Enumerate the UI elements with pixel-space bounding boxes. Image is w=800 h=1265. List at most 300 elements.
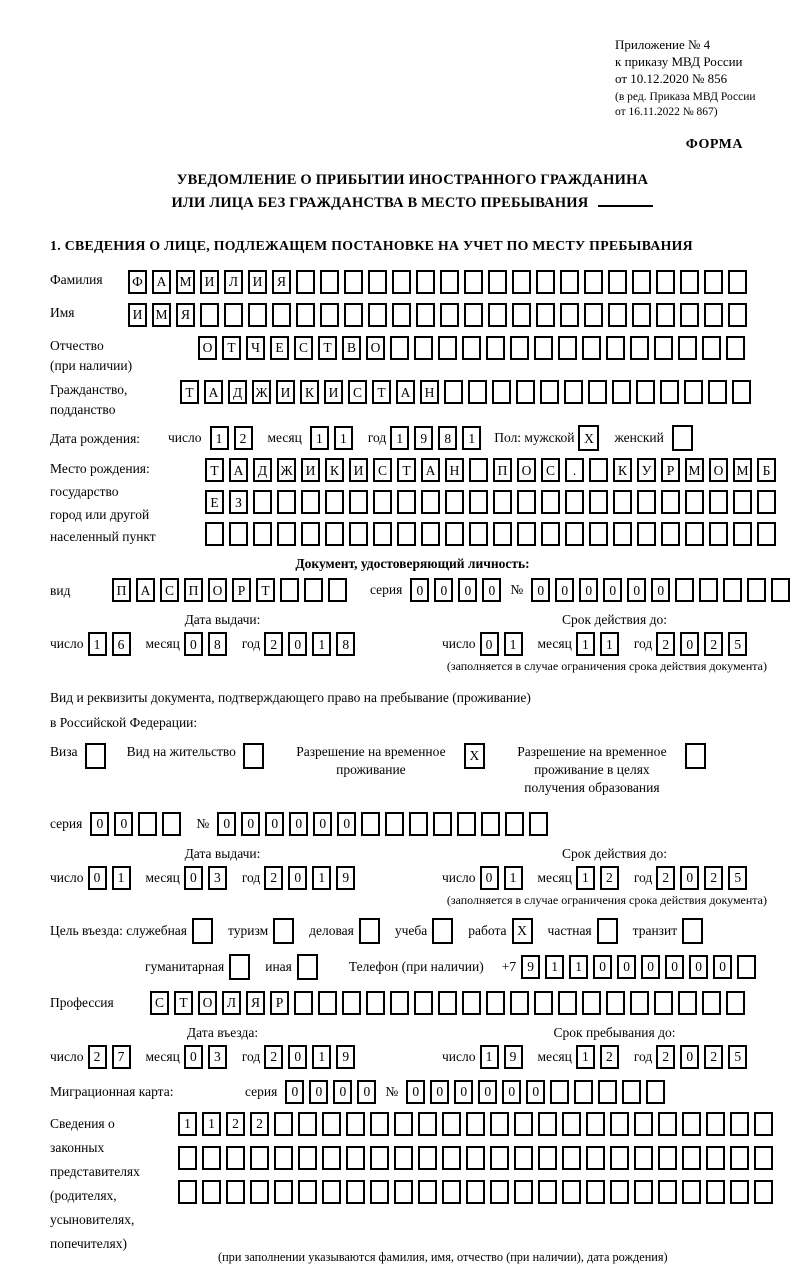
birth-place-row3-boxes-cell[interactable]	[685, 522, 704, 546]
legal-reps-row3-boxes-cell[interactable]	[322, 1180, 341, 1204]
legal-reps-row3-boxes-cell[interactable]	[610, 1180, 629, 1204]
profession-boxes-cell[interactable]	[390, 991, 409, 1015]
entry-month-boxes-cell[interactable]: 0	[184, 1045, 203, 1069]
birth-place-row3-boxes-cell[interactable]	[445, 522, 464, 546]
legal-reps-row2-boxes-cell[interactable]	[394, 1146, 413, 1170]
legal-reps-row1-boxes-cell[interactable]	[610, 1112, 629, 1136]
residence-issue-month-boxes-cell[interactable]: 3	[208, 866, 227, 890]
given-name-boxes-cell[interactable]: М	[152, 303, 171, 327]
visa-checkbox-cell[interactable]	[85, 743, 106, 769]
migration-number-boxes-cell[interactable]: 0	[406, 1080, 425, 1104]
profession-boxes-cell[interactable]	[294, 991, 313, 1015]
legal-reps-row3-boxes-cell[interactable]	[706, 1180, 725, 1204]
residence-number-boxes-cell[interactable]: 0	[217, 812, 236, 836]
given-name-boxes-cell[interactable]	[296, 303, 315, 327]
issue-day-boxes-cell[interactable]: 1	[88, 632, 107, 656]
birth-place-row3-boxes-cell[interactable]	[229, 522, 248, 546]
residence-issue-year-boxes-cell[interactable]: 0	[288, 866, 307, 890]
stay-day-boxes-cell[interactable]: 1	[480, 1045, 499, 1069]
purpose-study-checkbox-cell[interactable]	[432, 918, 453, 944]
birth-place-row3-boxes-cell[interactable]	[349, 522, 368, 546]
stay-year-boxes-cell[interactable]: 5	[728, 1045, 747, 1069]
birth-place-row2-boxes-cell[interactable]	[349, 490, 368, 514]
legal-reps-row3-boxes-cell[interactable]	[634, 1180, 653, 1204]
birth-place-row1-boxes-cell[interactable]: Т	[397, 458, 416, 482]
birth-place-row3-boxes-cell[interactable]	[709, 522, 728, 546]
patronymic-boxes-cell[interactable]	[558, 336, 577, 360]
citizenship-boxes-cell[interactable]	[636, 380, 655, 404]
legal-reps-row1-boxes-cell[interactable]	[442, 1112, 461, 1136]
citizenship-boxes-cell[interactable]	[684, 380, 703, 404]
birth-place-row2-boxes-cell[interactable]	[397, 490, 416, 514]
profession-boxes-cell[interactable]: Р	[270, 991, 289, 1015]
legal-reps-row3-boxes-cell[interactable]	[346, 1180, 365, 1204]
birth-place-row3-boxes-cell[interactable]	[733, 522, 752, 546]
birth-month-boxes-cell[interactable]: 1	[334, 426, 353, 450]
patronymic-boxes-cell[interactable]: О	[198, 336, 217, 360]
residence-expiry-day-boxes-cell[interactable]: 0	[480, 866, 499, 890]
surname-boxes-cell[interactable]: Я	[272, 270, 291, 294]
phone-boxes-cell[interactable]: 1	[545, 955, 564, 979]
profession-boxes-cell[interactable]: Т	[174, 991, 193, 1015]
birth-place-row2-boxes-cell[interactable]	[301, 490, 320, 514]
legal-reps-row1-boxes-cell[interactable]	[634, 1112, 653, 1136]
birth-place-row2-boxes-cell[interactable]	[733, 490, 752, 514]
entry-year-boxes-cell[interactable]: 1	[312, 1045, 331, 1069]
birth-place-row1-boxes-cell[interactable]: К	[613, 458, 632, 482]
legal-reps-row1-boxes-cell[interactable]	[274, 1112, 293, 1136]
given-name-boxes-cell[interactable]	[656, 303, 675, 327]
doc-series-boxes-cell[interactable]: 0	[482, 578, 501, 602]
legal-reps-row3-boxes-cell[interactable]	[394, 1180, 413, 1204]
birth-year-boxes-cell[interactable]: 8	[438, 426, 457, 450]
migration-number-boxes-cell[interactable]	[550, 1080, 569, 1104]
given-name-boxes-cell[interactable]	[392, 303, 411, 327]
citizenship-boxes-cell[interactable]	[732, 380, 751, 404]
phone-boxes-cell[interactable]: 0	[665, 955, 684, 979]
birth-place-row2-boxes-cell[interactable]	[757, 490, 776, 514]
citizenship-boxes-cell[interactable]: И	[324, 380, 343, 404]
entry-day-boxes-cell[interactable]: 2	[88, 1045, 107, 1069]
citizenship-boxes-cell[interactable]: И	[276, 380, 295, 404]
profession-boxes-cell[interactable]: С	[150, 991, 169, 1015]
doc-number-boxes-cell[interactable]: 0	[555, 578, 574, 602]
migration-number-boxes-cell[interactable]: 0	[430, 1080, 449, 1104]
purpose-tourism-checkbox-cell[interactable]	[273, 918, 294, 944]
citizenship-boxes-cell[interactable]: С	[348, 380, 367, 404]
birth-place-row1-boxes-cell[interactable]: М	[685, 458, 704, 482]
surname-boxes-cell[interactable]	[608, 270, 627, 294]
legal-reps-row2-boxes-cell[interactable]	[442, 1146, 461, 1170]
profession-boxes-cell[interactable]	[318, 991, 337, 1015]
purpose-private-checkbox-cell[interactable]	[597, 918, 618, 944]
citizenship-boxes-cell[interactable]	[612, 380, 631, 404]
legal-reps-row1-boxes-cell[interactable]	[706, 1112, 725, 1136]
birth-place-row1-boxes-cell[interactable]: Б	[757, 458, 776, 482]
stay-day-boxes-cell[interactable]: 9	[504, 1045, 523, 1069]
issue-day-boxes-cell[interactable]: 6	[112, 632, 131, 656]
surname-boxes-cell[interactable]: Ф	[128, 270, 147, 294]
patronymic-boxes-cell[interactable]	[726, 336, 745, 360]
patronymic-boxes-cell[interactable]	[630, 336, 649, 360]
given-name-boxes-cell[interactable]	[704, 303, 723, 327]
surname-boxes-cell[interactable]	[440, 270, 459, 294]
surname-boxes-cell[interactable]	[632, 270, 651, 294]
doc-kind-boxes-cell[interactable]: Р	[232, 578, 251, 602]
temp-residence-checkbox-cell[interactable]: X	[464, 743, 485, 769]
birth-place-row1-boxes-cell[interactable]	[469, 458, 488, 482]
birth-place-row2-boxes-cell[interactable]	[421, 490, 440, 514]
birth-place-row3-boxes-cell[interactable]	[253, 522, 272, 546]
citizenship-boxes-cell[interactable]	[444, 380, 463, 404]
citizenship-boxes-cell[interactable]: Н	[420, 380, 439, 404]
birth-place-row3-boxes-cell[interactable]	[469, 522, 488, 546]
birth-place-row1-boxes-cell[interactable]: Р	[661, 458, 680, 482]
patronymic-boxes-cell[interactable]	[534, 336, 553, 360]
doc-number-boxes-cell[interactable]: 0	[579, 578, 598, 602]
expiry-month-boxes-cell[interactable]: 1	[576, 632, 595, 656]
migration-number-boxes-cell[interactable]	[646, 1080, 665, 1104]
legal-reps-row3-boxes-cell[interactable]	[466, 1180, 485, 1204]
residence-number-boxes-cell[interactable]	[457, 812, 476, 836]
given-name-boxes-cell[interactable]	[224, 303, 243, 327]
birth-place-row1-boxes-cell[interactable]: Д	[253, 458, 272, 482]
profession-boxes-cell[interactable]	[702, 991, 721, 1015]
doc-series-boxes-cell[interactable]: 0	[434, 578, 453, 602]
birth-place-row3-boxes-cell[interactable]	[541, 522, 560, 546]
entry-month-boxes-cell[interactable]: 3	[208, 1045, 227, 1069]
residence-expiry-day-boxes-cell[interactable]: 1	[504, 866, 523, 890]
doc-number-boxes-cell[interactable]	[723, 578, 742, 602]
doc-number-boxes-cell[interactable]: 0	[627, 578, 646, 602]
legal-reps-row3-boxes-cell[interactable]	[490, 1180, 509, 1204]
expiry-year-boxes-cell[interactable]: 2	[656, 632, 675, 656]
profession-boxes-cell[interactable]	[558, 991, 577, 1015]
residence-expiry-year-boxes-cell[interactable]: 5	[728, 866, 747, 890]
profession-boxes-cell[interactable]	[654, 991, 673, 1015]
doc-number-boxes-cell[interactable]	[747, 578, 766, 602]
profession-boxes-cell[interactable]	[438, 991, 457, 1015]
patronymic-boxes-cell[interactable]: Ч	[246, 336, 265, 360]
given-name-boxes-cell[interactable]	[536, 303, 555, 327]
expiry-year-boxes-cell[interactable]: 5	[728, 632, 747, 656]
birth-place-row1-boxes-cell[interactable]: О	[517, 458, 536, 482]
given-name-boxes-cell[interactable]	[584, 303, 603, 327]
patronymic-boxes-cell[interactable]	[654, 336, 673, 360]
surname-boxes-cell[interactable]	[416, 270, 435, 294]
birth-place-row1-boxes-cell[interactable]: С	[541, 458, 560, 482]
legal-reps-row3-boxes-cell[interactable]	[658, 1180, 677, 1204]
residence-expiry-year-boxes-cell[interactable]: 2	[656, 866, 675, 890]
patronymic-boxes-cell[interactable]	[414, 336, 433, 360]
residence-series-boxes-cell[interactable]	[162, 812, 181, 836]
purpose-other-checkbox-cell[interactable]	[297, 954, 318, 980]
birth-place-row3-boxes-cell[interactable]	[493, 522, 512, 546]
patronymic-boxes-cell[interactable]	[462, 336, 481, 360]
patronymic-boxes-cell[interactable]: В	[342, 336, 361, 360]
doc-number-boxes-cell[interactable]	[675, 578, 694, 602]
residence-series-boxes-cell[interactable]: 0	[90, 812, 109, 836]
legal-reps-row1-boxes-cell[interactable]	[514, 1112, 533, 1136]
profession-boxes-cell[interactable]	[630, 991, 649, 1015]
given-name-boxes-cell[interactable]	[608, 303, 627, 327]
legal-reps-row2-boxes-cell[interactable]	[250, 1146, 269, 1170]
birth-place-row1-boxes-cell[interactable]: А	[229, 458, 248, 482]
given-name-boxes-cell[interactable]	[560, 303, 579, 327]
citizenship-boxes-cell[interactable]: А	[396, 380, 415, 404]
birth-place-row2-boxes-cell[interactable]	[613, 490, 632, 514]
birth-month-boxes-cell[interactable]: 1	[310, 426, 329, 450]
birth-place-row3-boxes-cell[interactable]	[565, 522, 584, 546]
profession-boxes-cell[interactable]	[486, 991, 505, 1015]
profession-boxes-cell[interactable]	[606, 991, 625, 1015]
profession-boxes-cell[interactable]	[414, 991, 433, 1015]
legal-reps-row2-boxes-cell[interactable]	[466, 1146, 485, 1170]
residence-number-boxes-cell[interactable]: 0	[289, 812, 308, 836]
birth-year-boxes-cell[interactable]: 1	[462, 426, 481, 450]
doc-kind-boxes-cell[interactable]	[328, 578, 347, 602]
entry-year-boxes-cell[interactable]: 2	[264, 1045, 283, 1069]
phone-boxes-cell[interactable]: 0	[593, 955, 612, 979]
given-name-boxes-cell[interactable]	[368, 303, 387, 327]
purpose-humanitarian-checkbox-cell[interactable]	[229, 954, 250, 980]
migration-series-boxes-cell[interactable]: 0	[333, 1080, 352, 1104]
legal-reps-row3-boxes-cell[interactable]	[538, 1180, 557, 1204]
birth-place-row2-boxes-cell[interactable]: З	[229, 490, 248, 514]
given-name-boxes-cell[interactable]	[320, 303, 339, 327]
birth-place-row1-boxes-cell[interactable]: А	[421, 458, 440, 482]
doc-kind-boxes-cell[interactable]: С	[160, 578, 179, 602]
residence-issue-month-boxes-cell[interactable]: 0	[184, 866, 203, 890]
legal-reps-row2-boxes-cell[interactable]	[730, 1146, 749, 1170]
profession-boxes-cell[interactable]	[462, 991, 481, 1015]
migration-number-boxes-cell[interactable]	[574, 1080, 593, 1104]
birth-place-row2-boxes-cell[interactable]	[469, 490, 488, 514]
residence-expiry-month-boxes-cell[interactable]: 1	[576, 866, 595, 890]
given-name-boxes-cell[interactable]	[632, 303, 651, 327]
doc-series-boxes-cell[interactable]: 0	[410, 578, 429, 602]
doc-series-boxes-cell[interactable]: 0	[458, 578, 477, 602]
doc-number-boxes-cell[interactable]: 0	[531, 578, 550, 602]
birth-place-row3-boxes-cell[interactable]	[205, 522, 224, 546]
legal-reps-row3-boxes-cell[interactable]	[178, 1180, 197, 1204]
birth-place-row1-boxes-cell[interactable]	[589, 458, 608, 482]
surname-boxes-cell[interactable]	[584, 270, 603, 294]
citizenship-boxes-cell[interactable]	[540, 380, 559, 404]
stay-month-boxes-cell[interactable]: 1	[576, 1045, 595, 1069]
legal-reps-row2-boxes-cell[interactable]	[202, 1146, 221, 1170]
citizenship-boxes-cell[interactable]	[468, 380, 487, 404]
birth-place-row3-boxes-cell[interactable]	[757, 522, 776, 546]
residence-series-boxes-cell[interactable]	[138, 812, 157, 836]
profession-boxes-cell[interactable]	[510, 991, 529, 1015]
legal-reps-row3-boxes-cell[interactable]	[562, 1180, 581, 1204]
legal-reps-row3-boxes-cell[interactable]	[682, 1180, 701, 1204]
legal-reps-row2-boxes-cell[interactable]	[346, 1146, 365, 1170]
legal-reps-row1-boxes-cell[interactable]: 1	[202, 1112, 221, 1136]
birth-place-row3-boxes-cell[interactable]	[373, 522, 392, 546]
legal-reps-row3-boxes-cell[interactable]	[418, 1180, 437, 1204]
legal-reps-row1-boxes-cell[interactable]	[394, 1112, 413, 1136]
patronymic-boxes-cell[interactable]: Е	[270, 336, 289, 360]
legal-reps-row2-boxes-cell[interactable]	[514, 1146, 533, 1170]
purpose-transit-checkbox-cell[interactable]	[682, 918, 703, 944]
legal-reps-row2-boxes-cell[interactable]	[418, 1146, 437, 1170]
migration-number-boxes-cell[interactable]: 0	[454, 1080, 473, 1104]
citizenship-boxes-cell[interactable]	[564, 380, 583, 404]
migration-number-boxes-cell[interactable]	[598, 1080, 617, 1104]
surname-boxes-cell[interactable]: Л	[224, 270, 243, 294]
purpose-official-checkbox-cell[interactable]	[192, 918, 213, 944]
birth-place-row3-boxes-cell[interactable]	[397, 522, 416, 546]
issue-month-boxes-cell[interactable]: 8	[208, 632, 227, 656]
surname-boxes-cell[interactable]	[680, 270, 699, 294]
birth-place-row2-boxes-cell[interactable]	[373, 490, 392, 514]
doc-number-boxes-cell[interactable]	[771, 578, 790, 602]
surname-boxes-cell[interactable]	[512, 270, 531, 294]
issue-year-boxes-cell[interactable]: 1	[312, 632, 331, 656]
legal-reps-row1-boxes-cell[interactable]	[538, 1112, 557, 1136]
citizenship-boxes-cell[interactable]: Ж	[252, 380, 271, 404]
expiry-month-boxes-cell[interactable]: 1	[600, 632, 619, 656]
legal-reps-row2-boxes-cell[interactable]	[178, 1146, 197, 1170]
legal-reps-row2-boxes-cell[interactable]	[562, 1146, 581, 1170]
profession-boxes-cell[interactable]	[366, 991, 385, 1015]
legal-reps-row1-boxes-cell[interactable]	[682, 1112, 701, 1136]
legal-reps-row1-boxes-cell[interactable]	[298, 1112, 317, 1136]
legal-reps-row1-boxes-cell[interactable]	[658, 1112, 677, 1136]
legal-reps-row2-boxes-cell[interactable]	[634, 1146, 653, 1170]
surname-boxes-cell[interactable]	[704, 270, 723, 294]
migration-number-boxes-cell[interactable]: 0	[502, 1080, 521, 1104]
residence-number-boxes-cell[interactable]	[529, 812, 548, 836]
legal-reps-row3-boxes-cell[interactable]	[226, 1180, 245, 1204]
given-name-boxes-cell[interactable]	[728, 303, 747, 327]
birth-day-boxes-cell[interactable]: 2	[234, 426, 253, 450]
legal-reps-row2-boxes-cell[interactable]	[322, 1146, 341, 1170]
residence-series-boxes-cell[interactable]: 0	[114, 812, 133, 836]
birth-year-boxes-cell[interactable]: 1	[390, 426, 409, 450]
purpose-work-checkbox-cell[interactable]: X	[512, 918, 533, 944]
profession-boxes-cell[interactable]: О	[198, 991, 217, 1015]
birth-place-row1-boxes-cell[interactable]: Н	[445, 458, 464, 482]
patronymic-boxes-cell[interactable]	[678, 336, 697, 360]
birth-place-row1-boxes-cell[interactable]: П	[493, 458, 512, 482]
doc-kind-boxes-cell[interactable]	[304, 578, 323, 602]
given-name-boxes-cell[interactable]	[248, 303, 267, 327]
residence-number-boxes-cell[interactable]: 0	[241, 812, 260, 836]
citizenship-boxes-cell[interactable]: А	[204, 380, 223, 404]
legal-reps-row3-boxes-cell[interactable]	[370, 1180, 389, 1204]
residence-number-boxes-cell[interactable]	[361, 812, 380, 836]
legal-reps-row2-boxes-cell[interactable]	[274, 1146, 293, 1170]
legal-reps-row3-boxes-cell[interactable]	[202, 1180, 221, 1204]
legal-reps-row2-boxes-cell[interactable]	[754, 1146, 773, 1170]
birth-place-row2-boxes-cell[interactable]	[589, 490, 608, 514]
surname-boxes-cell[interactable]: М	[176, 270, 195, 294]
issue-year-boxes-cell[interactable]: 8	[336, 632, 355, 656]
birth-day-boxes-cell[interactable]: 1	[210, 426, 229, 450]
birth-place-row2-boxes-cell[interactable]	[661, 490, 680, 514]
legal-reps-row3-boxes-cell[interactable]	[442, 1180, 461, 1204]
temp-residence-edu-checkbox-cell[interactable]	[685, 743, 706, 769]
birth-place-row3-boxes-cell[interactable]	[277, 522, 296, 546]
patronymic-boxes-cell[interactable]	[438, 336, 457, 360]
legal-reps-row1-boxes-cell[interactable]: 2	[250, 1112, 269, 1136]
birth-place-row2-boxes-cell[interactable]	[517, 490, 536, 514]
migration-series-boxes-cell[interactable]: 0	[357, 1080, 376, 1104]
surname-boxes-cell[interactable]: А	[152, 270, 171, 294]
entry-day-boxes-cell[interactable]: 7	[112, 1045, 131, 1069]
legal-reps-row2-boxes-cell[interactable]	[298, 1146, 317, 1170]
phone-boxes-cell[interactable]: 0	[713, 955, 732, 979]
residence-number-boxes-cell[interactable]	[385, 812, 404, 836]
migration-number-boxes-cell[interactable]: 0	[478, 1080, 497, 1104]
given-name-boxes-cell[interactable]	[344, 303, 363, 327]
surname-boxes-cell[interactable]	[656, 270, 675, 294]
residence-number-boxes-cell[interactable]	[433, 812, 452, 836]
legal-reps-row1-boxes-cell[interactable]	[730, 1112, 749, 1136]
given-name-boxes-cell[interactable]	[680, 303, 699, 327]
given-name-boxes-cell[interactable]	[512, 303, 531, 327]
legal-reps-row2-boxes-cell[interactable]	[682, 1146, 701, 1170]
surname-boxes-cell[interactable]	[392, 270, 411, 294]
given-name-boxes-cell[interactable]	[272, 303, 291, 327]
given-name-boxes-cell[interactable]	[488, 303, 507, 327]
patronymic-boxes-cell[interactable]: С	[294, 336, 313, 360]
legal-reps-row3-boxes-cell[interactable]	[730, 1180, 749, 1204]
citizenship-boxes-cell[interactable]: Т	[372, 380, 391, 404]
doc-kind-boxes-cell[interactable]: О	[208, 578, 227, 602]
stay-year-boxes-cell[interactable]: 0	[680, 1045, 699, 1069]
residence-number-boxes-cell[interactable]	[409, 812, 428, 836]
profession-boxes-cell[interactable]	[726, 991, 745, 1015]
citizenship-boxes-cell[interactable]	[588, 380, 607, 404]
birth-place-row1-boxes-cell[interactable]: И	[349, 458, 368, 482]
surname-boxes-cell[interactable]	[464, 270, 483, 294]
residence-issue-day-boxes-cell[interactable]: 0	[88, 866, 107, 890]
citizenship-boxes-cell[interactable]	[492, 380, 511, 404]
doc-kind-boxes-cell[interactable]: А	[136, 578, 155, 602]
residence-permit-checkbox-cell[interactable]	[243, 743, 264, 769]
phone-boxes-cell[interactable]: 0	[689, 955, 708, 979]
birth-place-row2-boxes-cell[interactable]	[253, 490, 272, 514]
doc-kind-boxes-cell[interactable]: П	[184, 578, 203, 602]
patronymic-boxes-cell[interactable]	[486, 336, 505, 360]
residence-issue-year-boxes-cell[interactable]: 2	[264, 866, 283, 890]
migration-number-boxes-cell[interactable]	[622, 1080, 641, 1104]
birth-place-row3-boxes-cell[interactable]	[325, 522, 344, 546]
birth-place-row1-boxes-cell[interactable]: .	[565, 458, 584, 482]
birth-place-row2-boxes-cell[interactable]	[565, 490, 584, 514]
legal-reps-row1-boxes-cell[interactable]	[754, 1112, 773, 1136]
surname-boxes-cell[interactable]	[536, 270, 555, 294]
birth-place-row2-boxes-cell[interactable]	[685, 490, 704, 514]
patronymic-boxes-cell[interactable]	[582, 336, 601, 360]
legal-reps-row2-boxes-cell[interactable]	[658, 1146, 677, 1170]
issue-month-boxes-cell[interactable]: 0	[184, 632, 203, 656]
surname-boxes-cell[interactable]: И	[200, 270, 219, 294]
legal-reps-row1-boxes-cell[interactable]: 2	[226, 1112, 245, 1136]
legal-reps-row1-boxes-cell[interactable]	[370, 1112, 389, 1136]
residence-number-boxes-cell[interactable]: 0	[313, 812, 332, 836]
birth-place-row3-boxes-cell[interactable]	[589, 522, 608, 546]
profession-boxes-cell[interactable]	[678, 991, 697, 1015]
patronymic-boxes-cell[interactable]	[702, 336, 721, 360]
birth-place-row1-boxes-cell[interactable]: С	[373, 458, 392, 482]
legal-reps-row3-boxes-cell[interactable]	[754, 1180, 773, 1204]
entry-year-boxes-cell[interactable]: 9	[336, 1045, 355, 1069]
